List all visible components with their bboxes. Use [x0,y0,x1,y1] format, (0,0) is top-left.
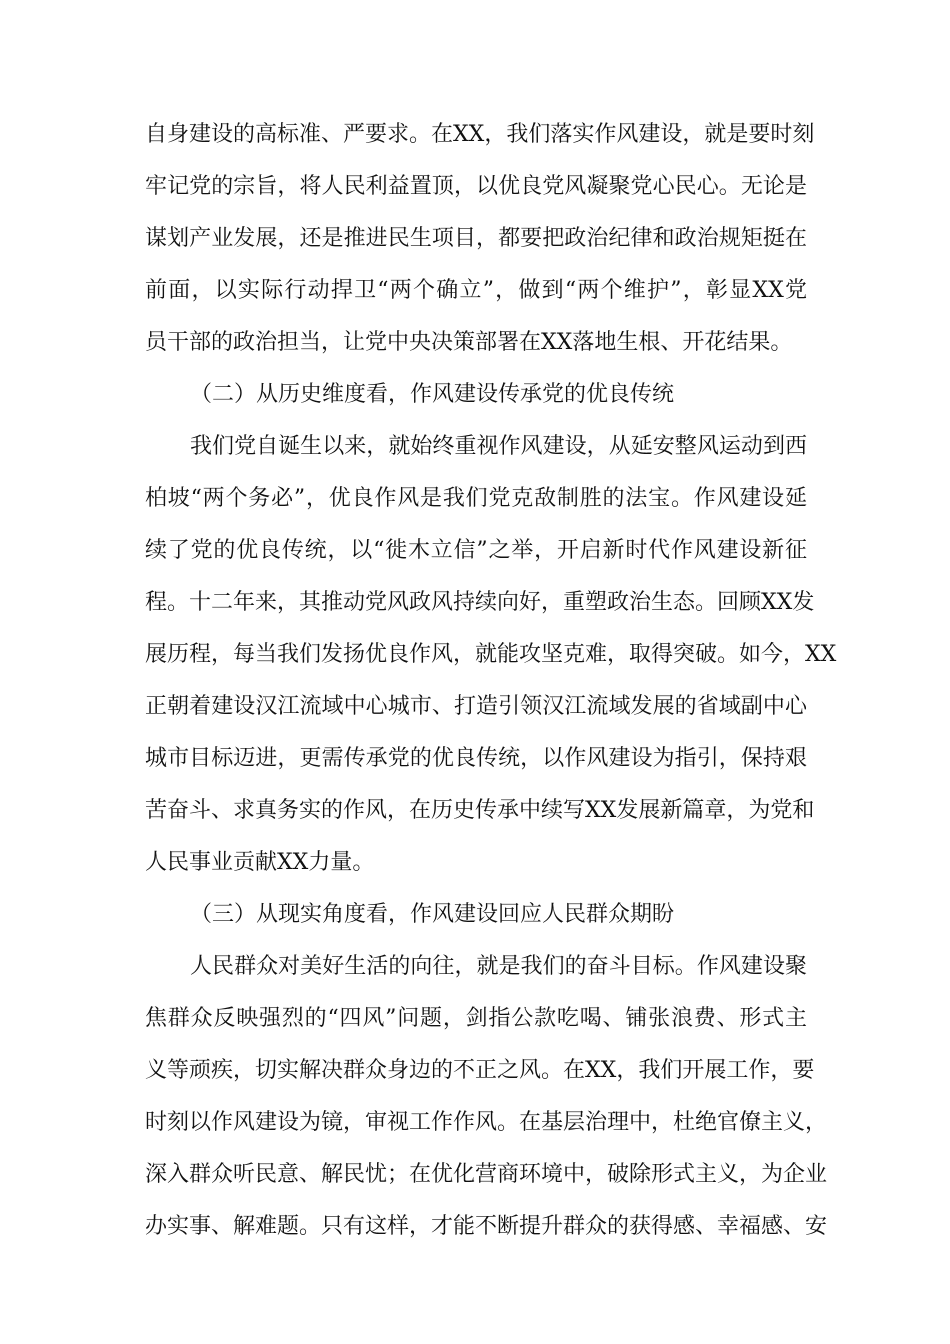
body-line: 前面，以实际行动捍卫“两个确立”，做到“两个维护”，彰显XX党 [145,278,807,303]
body-line: 展历程，每当我们发扬优良作风，就能攻坚克难，取得突破。如今，XX [145,642,837,667]
body-line: 苦奋斗、求真务实的作风，在历史传承中续写XX发展新篇章，为党和 [145,798,815,823]
body-line: 续了党的优良传统，以“徙木立信”之举，开启新时代作风建设新征 [145,538,807,563]
body-line: 牢记党的宗旨，将人民利益置顶，以优良党风凝聚党心民心。无论是 [145,174,807,199]
body-line: 人民群众对美好生活的向往，就是我们的奋斗目标。作风建设聚 [190,954,807,979]
body-line: 自身建设的高标准、严要求。在XX，我们落实作风建设，就是要时刻 [145,122,815,147]
body-line: 程。十二年来，其推动党风政风持续向好，重塑政治生态。回顾XX发 [145,590,815,615]
body-line: 城市目标迈进，更需传承党的优良传统，以作风建设为指引，保持艰 [145,746,807,771]
section-heading: （三）从现实角度看，作风建设回应人民群众期盼 [190,902,675,927]
body-line: 正朝着建设汉江流域中心城市、打造引领汉江流域发展的省域副中心 [145,694,807,719]
body-line: 深入群众听民意、解民忧；在优化营商环境中，破除形式主义，为企业 [145,1162,828,1187]
body-line: 义等顽疾，切实解决群众身边的不正之风。在XX，我们开展工作，要 [145,1058,815,1083]
body-line: 员干部的政治担当，让党中央决策部署在XX落地生根、开花结果。 [145,330,793,355]
body-line: 柏坡“两个务必”，优良作风是我们党克敌制胜的法宝。作风建设延 [145,486,807,511]
section-heading: （二）从历史维度看，作风建设传承党的优良传统 [190,382,675,407]
body-line: 办实事、解难题。只有这样，才能不断提升群众的获得感、幸福感、安 [145,1214,828,1239]
body-line: 我们党自诞生以来，就始终重视作风建设，从延安整风运动到西 [190,434,807,459]
body-line: 谋划产业发展，还是推进民生项目，都要把政治纪律和政治规矩挺在 [145,226,807,251]
body-line: 焦群众反映强烈的“四风”问题，剑指公款吃喝、铺张浪费、形式主 [145,1006,807,1031]
body-line: 时刻以作风建设为镜，审视工作作风。在基层治理中，杜绝官僚主义， [145,1110,828,1135]
body-line: 人民事业贡献XX力量。 [145,850,375,875]
